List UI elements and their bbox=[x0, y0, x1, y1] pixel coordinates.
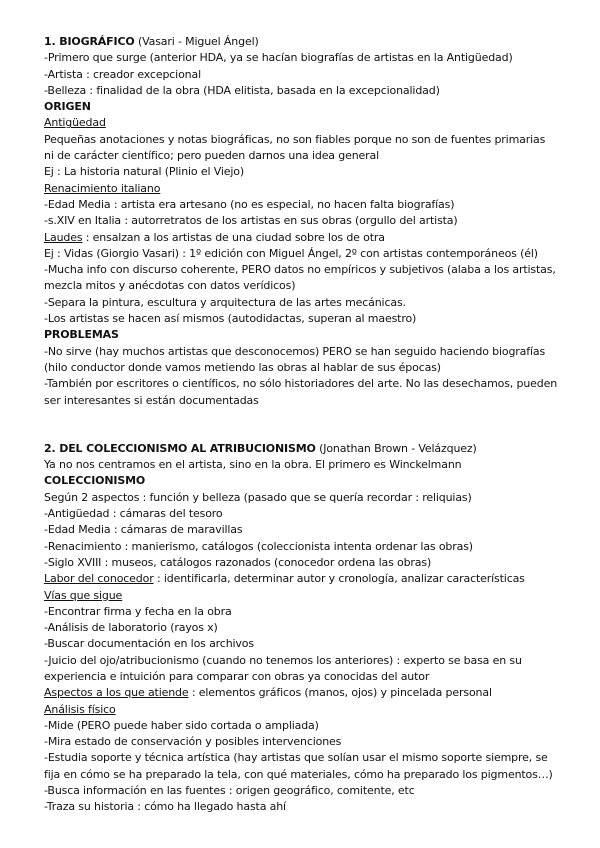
text-line: Ej : La historia natural (Plinio el Viejo) bbox=[44, 165, 244, 179]
aspectos-line bbox=[44, 685, 564, 701]
text-line: Según 2 aspectos : función y belleza (pasado que se quería recordar : reliquias) bbox=[44, 490, 472, 504]
laudes-definition: : ensalzan a los artistas de una ciudad sobre los de otra bbox=[82, 230, 385, 244]
laudes-line bbox=[44, 230, 564, 246]
section-1-heading: 1. BIOGRÁFICO bbox=[44, 35, 135, 48]
laudes-term: Laudes bbox=[44, 230, 83, 244]
text-line: experiencia e intuición para comparar con obras ya conocidas del autor bbox=[44, 669, 430, 683]
section-spacer bbox=[44, 425, 564, 441]
text-line: mezcla mitos y anécdotas con datos verídicos) bbox=[44, 279, 296, 293]
labor-term: Labor del conocedor bbox=[44, 572, 154, 586]
text-line: -Edad Media : cámaras de maravillas bbox=[44, 523, 243, 537]
text-line: -Busca información en las fuentes : origen geográfico, comitente, etc bbox=[44, 784, 415, 798]
text-line: -No sirve (hay muchos artistas que desconocemos) PERO se han seguido haciendo biografías bbox=[44, 344, 546, 358]
labor-definition: : identificarla, determinar autor y cronología, analizar características bbox=[153, 572, 525, 586]
text-line: (hilo conductor donde vamos metiendo las obras al hablar de sus épocas) bbox=[44, 360, 441, 374]
section-2-title bbox=[44, 441, 564, 457]
text-line: -Primero que surge (anterior HDA, ya se hacían biografías de artistas en la Antigüedad) bbox=[44, 51, 513, 65]
text-line: -Buscar documentación en los archivos bbox=[44, 637, 254, 651]
heading-problemas: PROBLEMAS bbox=[44, 328, 119, 342]
text-line: -Separa la pintura, escultura y arquitectura de las artes mecánicas. bbox=[44, 295, 406, 309]
text-line: -s.XIV en Italia : autorretratos de los artistas en sus obras (orgullo del artista) bbox=[44, 214, 458, 228]
subheading-renacimiento: Renacimiento italiano bbox=[44, 181, 161, 195]
text-line: -Renacimiento : manierismo, catálogos (coleccionista intenta ordenar las obras) bbox=[44, 539, 473, 553]
aspectos-definition: : elementos gráficos (manos, ojos) y pincelada personal bbox=[188, 686, 492, 700]
text-line: ni de carácter científico; pero pueden darnos una idea general bbox=[44, 149, 380, 163]
text-line: -Estudia soporte y técnica artística (hay artistas que solían usar el mismo soporte siempre, se bbox=[44, 751, 548, 765]
section-1-subtitle: (Vasari - Miguel Ángel) bbox=[134, 35, 259, 48]
section-2-subtitle: (Jonathan Brown - Velázquez) bbox=[315, 441, 477, 455]
heading-origen: ORIGEN bbox=[44, 100, 91, 114]
text-line: -Los artistas se hacen así mismos (autodidactas, superan al maestro) bbox=[44, 312, 417, 326]
text-line: -Análisis de laboratorio (rayos x) bbox=[44, 621, 218, 635]
subheading-antiguedad: Antigüedad bbox=[44, 116, 106, 130]
heading-coleccionismo: COLECCIONISMO bbox=[44, 474, 146, 488]
subheading-vias: Vías que sigue bbox=[44, 588, 123, 602]
text-line: -Juicio del ojo/atribucionismo (cuando no tenemos los anteriores) : experto se basa en su bbox=[44, 653, 522, 667]
text-line: -Antigüedad : cámaras del tesoro bbox=[44, 507, 223, 521]
text-line: -Siglo XVIII : museos, catálogos razonados (conocedor ordena las obras) bbox=[44, 555, 432, 569]
text-line: -También por escritores o científicos, no sólo historiadores del arte. No las desechamos, pueden bbox=[44, 377, 558, 391]
document-page bbox=[44, 34, 564, 816]
text-line: Pequeñas anotaciones y notas biográficas, no son fiables porque no son de fuentes primarias bbox=[44, 132, 546, 146]
section-1-title bbox=[44, 34, 564, 50]
text-line: -Mira estado de conservación y posibles intervenciones bbox=[44, 735, 342, 749]
labor-line bbox=[44, 571, 564, 587]
text-line: -Mucha info con discurso coherente, PERO datos no empíricos y subjetivos (alaba a los artistas, bbox=[44, 263, 556, 277]
aspectos-term: Aspectos a los que atiende bbox=[44, 686, 189, 700]
text-line: -Edad Media : artista era artesano (no es especial, no hacen falta biografías) bbox=[44, 197, 455, 211]
section-2-heading: 2. DEL COLECCIONISMO AL ATRIBUCIONISMO bbox=[44, 441, 316, 455]
text-line: -Traza su historia : cómo ha llegado hasta ahí bbox=[44, 800, 286, 814]
text-line: fija en cómo se ha preparado la tela, con qué materiales, cómo ha preparado los pigmentos…) bbox=[44, 767, 553, 781]
text-line: -Belleza : finalidad de la obra (HDA elitista, basada en la excepcionalidad) bbox=[44, 83, 440, 97]
section-spacer bbox=[44, 409, 564, 425]
text-line: -Encontrar firma y fecha en la obra bbox=[44, 604, 232, 618]
text-line: Ej : Vidas (Giorgio Vasari) : 1º edición con Miguel Ángel, 2º con artistas contemporáneos (él) bbox=[44, 246, 538, 260]
subheading-analisis: Análisis físico bbox=[44, 702, 116, 716]
text-line: ser interesantes si están documentadas bbox=[44, 393, 259, 407]
text-line: -Artista : creador excepcional bbox=[44, 67, 201, 81]
text-line: -Mide (PERO puede haber sido cortada o ampliada) bbox=[44, 718, 319, 732]
text-line: Ya no nos centramos en el artista, sino en la obra. El primero es Winckelmann bbox=[44, 458, 462, 472]
